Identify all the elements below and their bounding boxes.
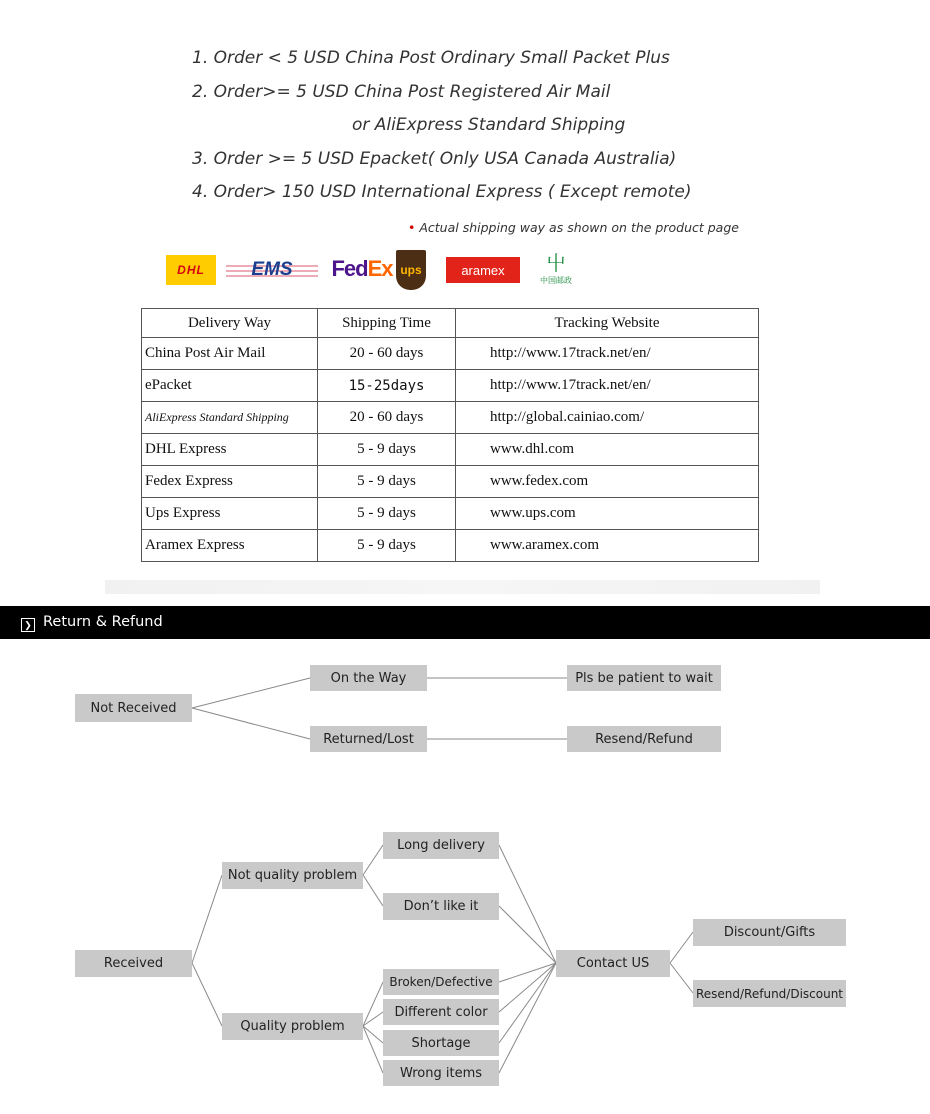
china-post-logo: ⼬ 中国邮政 <box>540 252 572 285</box>
ups-logo: ups <box>396 250 426 290</box>
flow-different-color: Different color <box>383 999 499 1025</box>
aramex-logo: aramex <box>446 257 520 283</box>
table-header: Delivery Way <box>142 309 318 338</box>
flow-resend-refund: Resend/Refund <box>567 726 721 752</box>
flow-dont-like-it: Don’t like it <box>383 893 499 920</box>
table-cell: China Post Air Mail <box>142 338 318 370</box>
table-header: Shipping Time <box>318 309 456 338</box>
section-title: Return & Refund <box>43 614 163 630</box>
table-header: Tracking Website <box>456 309 759 338</box>
table-cell: 20 - 60 days <box>318 402 456 434</box>
flow-received: Received <box>75 950 192 977</box>
table-cell: 5 - 9 days <box>318 434 456 466</box>
table-cell: DHL Express <box>142 434 318 466</box>
ems-logo: EMS <box>226 256 318 284</box>
rule-2-alt: or AliExpress Standard Shipping <box>352 115 626 135</box>
flow-long-delivery: Long delivery <box>383 832 499 859</box>
table-cell: 5 - 9 days <box>318 498 456 530</box>
flow-pls-be-patient: Pls be patient to wait <box>567 665 721 691</box>
flow-shortage: Shortage <box>383 1030 499 1056</box>
table-cell: Fedex Express <box>142 466 318 498</box>
table-cell: www.dhl.com <box>456 434 759 466</box>
flow-on-the-way: On the Way <box>310 665 427 691</box>
flow-broken-defective: Broken/Defective <box>383 969 499 995</box>
rule-3: 3. Order >= 5 USD Epacket( Only USA Canada Australia) <box>192 149 677 169</box>
rule-2: 2. Order>= 5 USD China Post Registered Air Mail <box>192 82 611 102</box>
table-cell: Ups Express <box>142 498 318 530</box>
rule-4: 4. Order> 150 USD International Express ( Except remote) <box>192 182 692 202</box>
table-cell: www.ups.com <box>456 498 759 530</box>
table-cell: Aramex Express <box>142 530 318 562</box>
flow-quality-problem: Quality problem <box>222 1013 363 1040</box>
fedex-logo: Fed Ex <box>331 256 393 281</box>
table-cell: 5 - 9 days <box>318 466 456 498</box>
table-cell: http://www.17track.net/en/ <box>456 338 759 370</box>
rule-1: 1. Order < 5 USD China Post Ordinary Small Packet Plus <box>192 48 670 68</box>
table-cell: http://global.cainiao.com/ <box>456 402 759 434</box>
china-post-icon: ⼬ <box>546 252 566 275</box>
flow-resend-refund-discount: Resend/Refund/Discount <box>693 980 846 1007</box>
table-cell: http://www.17track.net/en/ <box>456 370 759 402</box>
flow-returned-lost: Returned/Lost <box>310 726 427 752</box>
table-cell: www.fedex.com <box>456 466 759 498</box>
flow-contact-us: Contact US <box>556 950 670 977</box>
flow-not-received: Not Received <box>75 694 192 722</box>
flow-wrong-items: Wrong items <box>383 1060 499 1086</box>
table-cell: ePacket <box>142 370 318 402</box>
table-cell: www.aramex.com <box>456 530 759 562</box>
table-cell: 15-25days <box>318 370 456 402</box>
table-cell: 5 - 9 days <box>318 530 456 562</box>
flow-not-quality-problem: Not quality problem <box>222 862 363 889</box>
bullet-dot-icon: • <box>408 220 416 235</box>
table-cell: 20 - 60 days <box>318 338 456 370</box>
chevron-right-icon: ❯ <box>21 618 35 632</box>
dhl-logo: DHL <box>166 255 216 285</box>
shipping-note-text: Actual shipping way as shown on the product page <box>419 220 739 235</box>
flow-discount-gifts: Discount/Gifts <box>693 919 846 946</box>
table-cell: AliExpress Standard Shipping <box>142 402 318 434</box>
